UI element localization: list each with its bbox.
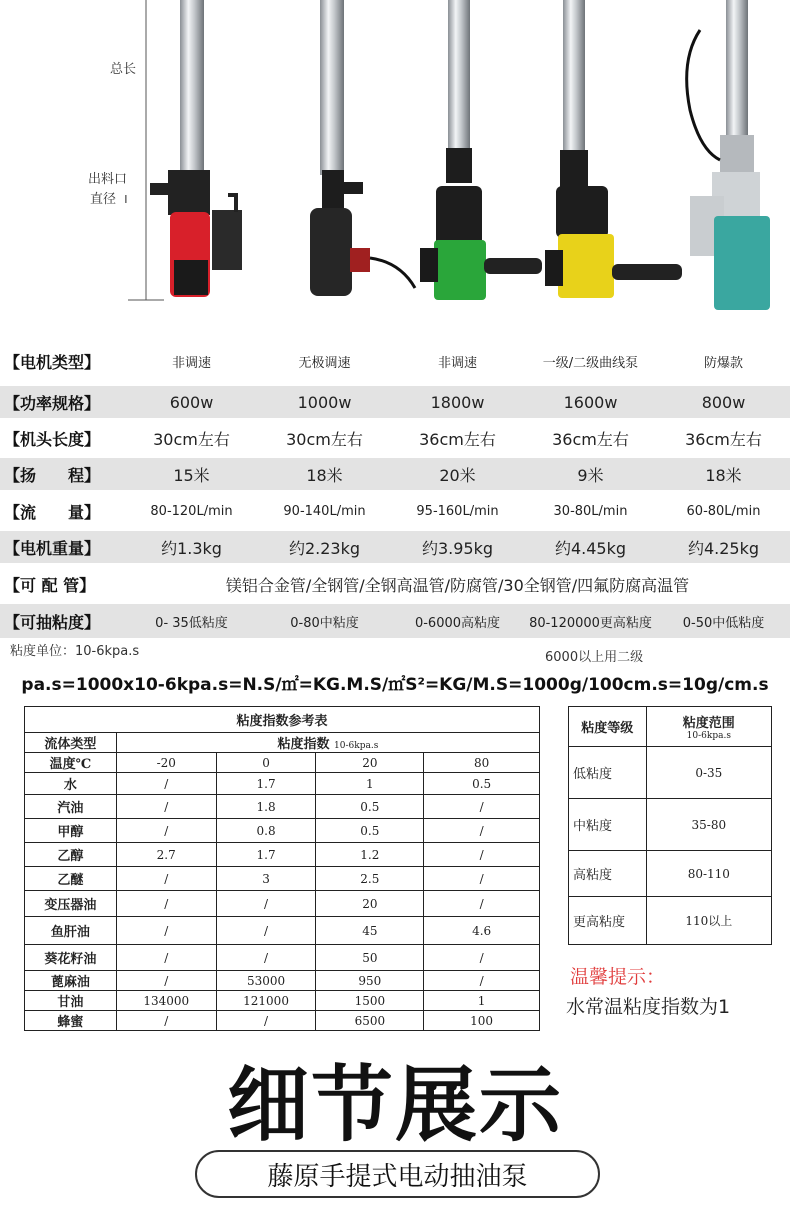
viscosity-value: 1500: [316, 991, 424, 1011]
spec-row: [0, 458, 790, 490]
spec-value: 0-6000高粘度: [414, 615, 501, 631]
spec-value: 80-120L/min: [150, 503, 233, 519]
tip-title: 温馨提示：: [570, 966, 666, 988]
viscosity-value: /: [116, 971, 216, 991]
table-row: [569, 799, 772, 851]
viscosity-value: /: [116, 819, 216, 843]
viscosity-value: 50: [316, 945, 424, 971]
product-name-pill: 藤原手提式电动抽油泵: [195, 1150, 600, 1198]
spec-value: 60-80L/min: [686, 503, 761, 519]
viscosity-value: 1.8: [216, 795, 316, 819]
grade-range: 35-80: [646, 799, 771, 851]
temperature-cell: 0: [216, 753, 316, 773]
viscosity-value: /: [116, 917, 216, 945]
pump-explosion-proof-icon: [687, 0, 770, 310]
viscosity-value: /: [424, 971, 540, 991]
viscosity-value: 950: [316, 971, 424, 991]
viscosity-value: /: [424, 867, 540, 891]
spec-value: 90-140L/min: [283, 503, 366, 519]
viscosity-value: 20: [316, 891, 424, 917]
spec-value: 80-120000更高粘度: [529, 615, 652, 631]
spec-value: 约4.45kg: [554, 538, 627, 558]
viscosity-value: 2.7: [116, 843, 216, 867]
fluid-name: 蓖麻油: [25, 971, 117, 991]
viscosity-value: /: [424, 819, 540, 843]
table-row: [25, 843, 540, 867]
spec-row: [0, 531, 790, 563]
viscosity-value: 0.8: [216, 819, 316, 843]
spec-value-full: 镁铝合金管/全钢管/全钢高温管/防腐管/30全钢管/四氟防腐高温管: [225, 575, 690, 595]
viscosity-value: /: [116, 795, 216, 819]
viscosity-value: 1.7: [216, 773, 316, 795]
viscosity-value: /: [216, 1011, 316, 1031]
spec-value: 18米: [306, 465, 343, 485]
spec-value: 30cm左右: [286, 429, 363, 449]
spec-row: [0, 604, 790, 638]
viscosity-value: 1.2: [316, 843, 424, 867]
fluid-name: 葵花籽油: [25, 945, 117, 971]
spec-value: 20米: [439, 465, 476, 485]
spec-row: [0, 494, 790, 528]
unit-formula: pa.s=1000x10-6kpa.s=N.S/㎡=KG.M.S/㎡S²=KG/M.S=1000g/100cm.s=10g/cm.s: [21, 675, 769, 695]
spec-value: 1000w: [297, 392, 352, 412]
fluid-name: 甘油: [25, 991, 117, 1011]
spec-value: 一级/二级曲线泵: [542, 355, 639, 371]
spec-label: 【功率规格】: [4, 393, 101, 413]
viscosity-reference-table: [24, 706, 540, 1031]
spec-value: 约1.3kg: [161, 538, 222, 558]
fluid-type-header: 流体类型: [25, 733, 117, 753]
viscosity-value: 134000: [116, 991, 216, 1011]
table-row: [25, 971, 540, 991]
spec-value: 无极调速: [298, 355, 351, 371]
viscosity-value: 1: [316, 773, 424, 795]
viscosity-value: /: [116, 891, 216, 917]
pump-red-icon: [150, 0, 242, 297]
viscosity-value: /: [216, 891, 316, 917]
spec-label: 【机头长度】: [4, 429, 101, 449]
spec-value: 30cm左右: [153, 429, 230, 449]
table-row: [25, 991, 540, 1011]
grade-name: 更高粘度: [569, 897, 647, 945]
spec-label: 【流 量】: [4, 502, 101, 522]
product-photo-strip: [0, 0, 790, 318]
spec-value: 36cm左右: [685, 429, 762, 449]
table-row: [569, 747, 772, 799]
spec-value: 30-80L/min: [553, 503, 628, 519]
viscosity-value: /: [116, 867, 216, 891]
temperature-cell: 20: [316, 753, 424, 773]
pump-illustrations: [0, 0, 790, 318]
spec-value: 非调速: [171, 355, 211, 371]
table-row: [25, 917, 540, 945]
viscosity-unit-note: 粘度单位：10-6kpa.s: [10, 644, 140, 659]
spec-value: 800w: [701, 392, 746, 412]
viscosity-value: 6500: [316, 1011, 424, 1031]
spec-value: 95-160L/min: [416, 503, 499, 519]
viscosity-value: 45: [316, 917, 424, 945]
table-row: [569, 851, 772, 897]
table-row: [25, 867, 540, 891]
viscosity-grade-table: [568, 706, 772, 945]
viscosity-value: 0.5: [424, 773, 540, 795]
spec-value: 36cm左右: [419, 429, 496, 449]
spec-value: 0-50中低粘度: [682, 615, 765, 631]
viscosity-value: 0.5: [316, 819, 424, 843]
grade-name: 高粘度: [569, 851, 647, 897]
grade-name: 中粘度: [569, 799, 647, 851]
fluid-name: 变压器油: [25, 891, 117, 917]
fluid-name: 蜂蜜: [25, 1011, 117, 1031]
fluid-name: 水: [25, 773, 117, 795]
viscosity-value: /: [424, 945, 540, 971]
viscosity-value: /: [424, 795, 540, 819]
viscosity-value: /: [424, 891, 540, 917]
index-header: 粘度指数 10-6kpa.s: [116, 733, 539, 753]
table-row: [25, 891, 540, 917]
spec-label: 【电机重量】: [4, 538, 101, 558]
fluid-name: 甲醇: [25, 819, 117, 843]
outlet-label: 出料口: [88, 172, 128, 187]
spec-label: 【可 配 管】: [4, 575, 96, 595]
diameter-label: 直径 I: [90, 192, 128, 207]
spec-value: 18米: [705, 465, 742, 485]
spec-label: 【可抽粘度】: [4, 612, 101, 632]
table-row: [25, 773, 540, 795]
fluid-name: 汽油: [25, 795, 117, 819]
grade-range: 80-110: [646, 851, 771, 897]
table-row: [25, 819, 540, 843]
temperature-cell: -20: [116, 753, 216, 773]
spec-label: 【扬 程】: [4, 465, 101, 485]
viscosity-value: 1: [424, 991, 540, 1011]
second-grade-note: 6000以上用二级: [545, 650, 644, 665]
spec-value: 非调速: [437, 355, 477, 371]
spec-value: 9米: [577, 465, 604, 485]
spec-value: 36cm左右: [552, 429, 629, 449]
spec-row: [0, 567, 790, 601]
viscosity-value: /: [216, 917, 316, 945]
ref-table-title: 粘度指数参考表: [25, 707, 540, 733]
spec-value: 约3.95kg: [421, 538, 494, 558]
temperature-cell: 80: [424, 753, 540, 773]
spec-value: 0-80中粘度: [290, 615, 359, 631]
spec-value: 防爆款: [703, 355, 743, 371]
spec-value: 600w: [169, 392, 214, 412]
grade-name: 低粘度: [569, 747, 647, 799]
viscosity-value: /: [216, 945, 316, 971]
spec-label: 【电机类型】: [4, 352, 101, 372]
fluid-name: 鱼肝油: [25, 917, 117, 945]
spec-value: 1600w: [563, 392, 618, 412]
tip-body: 水常温粘度指数为1: [566, 996, 731, 1018]
viscosity-value: 3: [216, 867, 316, 891]
viscosity-value: 4.6: [424, 917, 540, 945]
grade-range: 110以上: [646, 897, 771, 945]
pump-yellow-icon: [545, 0, 682, 298]
detail-section-title: 细节展示: [226, 1058, 563, 1153]
spec-value: 15米: [173, 465, 210, 485]
viscosity-value: /: [116, 1011, 216, 1031]
pump-green-icon: [420, 0, 542, 300]
table-row: [25, 795, 540, 819]
fluid-name: 乙醚: [25, 867, 117, 891]
spec-value: 约2.23kg: [288, 538, 361, 558]
viscosity-value: 53000: [216, 971, 316, 991]
spec-row: [0, 421, 790, 455]
spec-value: 1800w: [430, 392, 485, 412]
temperature-header: 温度℃: [25, 753, 117, 773]
viscosity-value: /: [116, 945, 216, 971]
viscosity-value: /: [116, 773, 216, 795]
grade-range: 0-35: [646, 747, 771, 799]
table-row: [569, 897, 772, 945]
spec-row: [0, 386, 790, 418]
pump-black-icon: [310, 0, 415, 296]
fluid-name: 乙醇: [25, 843, 117, 867]
spec-value: 0- 35低粘度: [155, 615, 228, 631]
grade-header: 粘度等级: [569, 707, 647, 747]
viscosity-value: 121000: [216, 991, 316, 1011]
viscosity-value: /: [424, 843, 540, 867]
spec-value: 约4.25kg: [687, 538, 760, 558]
table-row: [25, 1011, 540, 1031]
total-length-label: 总长: [110, 62, 137, 77]
viscosity-value: 2.5: [316, 867, 424, 891]
viscosity-value: 1.7: [216, 843, 316, 867]
range-header: 粘度范围 10-6kpa.s: [646, 707, 771, 747]
viscosity-value: 100: [424, 1011, 540, 1031]
spec-row: [0, 343, 790, 379]
table-row: [25, 945, 540, 971]
viscosity-value: 0.5: [316, 795, 424, 819]
